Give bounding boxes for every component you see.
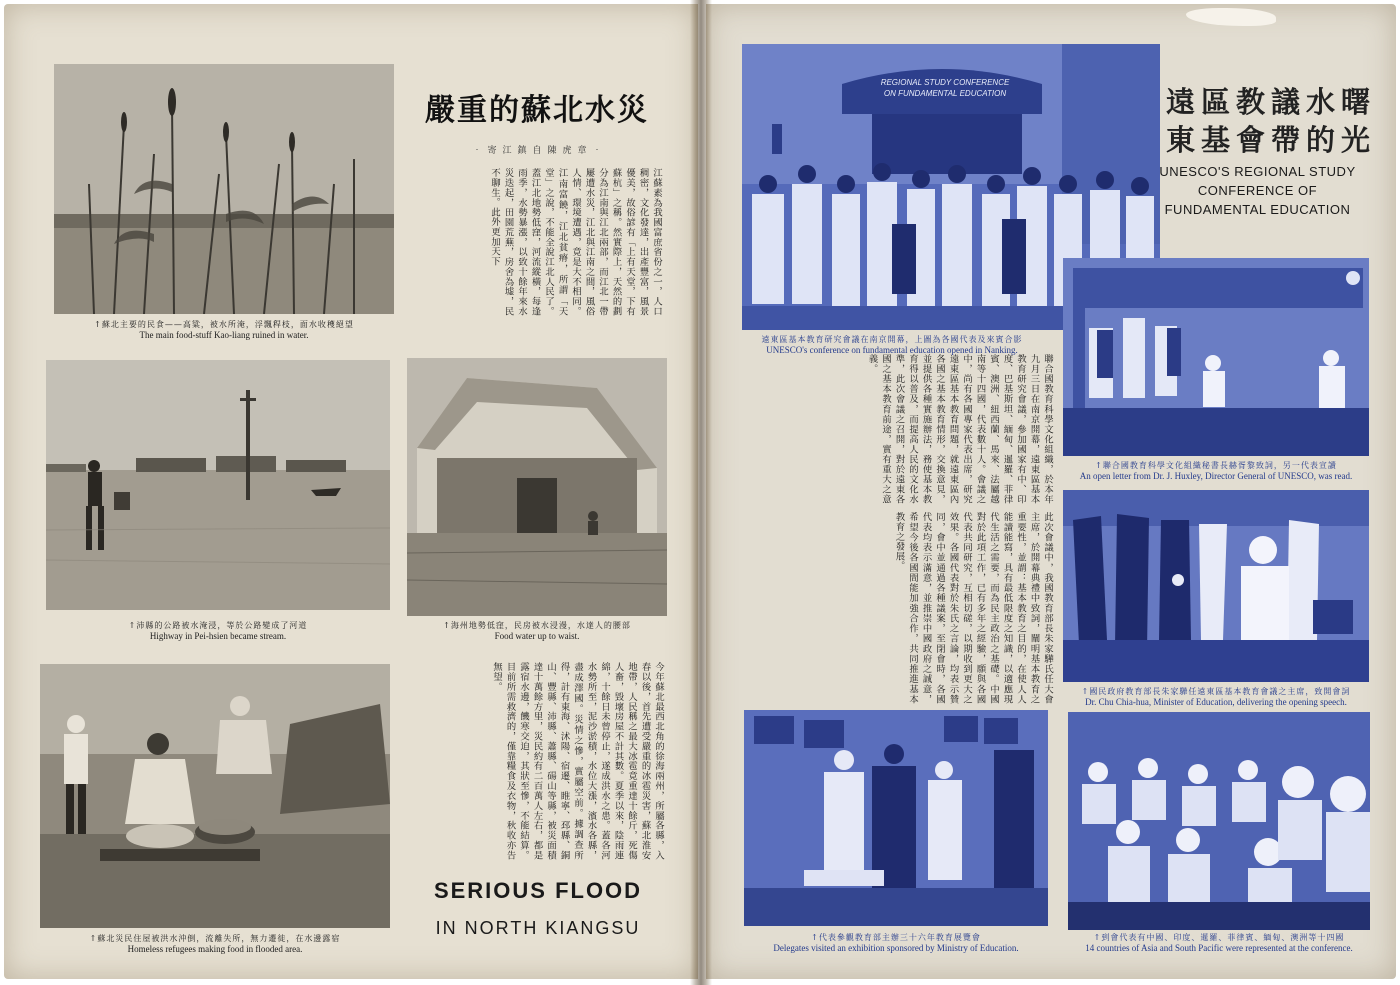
caption-cn: 遠東區基本教育研究會議在南京開幕，上圖為各國代表及來賓合影	[761, 335, 1023, 344]
conference-article-a: 聯合國教育科學文化組織，於本年九月三日在南京開幕，遠東區基本教育研究會議，參加國家有中、印度、巴基斯坦、緬甸、暹羅、菲律賓、澳洲、紐西蘭、馬來、法屬越南等十四國，代表數十人。會議之中，尚有各國專家代表出席，研究遠東區基本教育問題，就遠東區內各國之基本教育情形，交換意見，並提供各種實施辦法，務使基本教育得以普及，而提高人民的文化水準，此次會議之召開，對於遠東各國之基本教育前途，實有重大之意義。	[866, 354, 1053, 504]
photo-exhibition	[744, 710, 1048, 926]
caption-cn: ↑海州地勢低窪，民房被水浸漫，水達人的腰部	[443, 621, 631, 630]
caption-delegates	[742, 334, 1042, 356]
caption-cn: ↑沛縣的公路被水淹浸，等於公路變成了河道	[128, 621, 308, 630]
caption-en: 14 countries of Asia and South Pacific were represented at the conference.	[1085, 943, 1353, 953]
article-body-bottom: 今年蘇北最西北角的徐海兩州，所屬各縣，入春以後，首先遭受嚴重的冰雹災害，蘇北淮安地帶，人民稱之最大冰雹竟重達十餘斤，死傷人畜，毀壞房屋不計其數。夏季以來，陰雨連綿，十餘日未曾停止，遂成洪水之患。蓋各河水勢所至，泥沙淤積，水位大漲，濱水各縣，盡成澤國。災情之慘，實屬空前。據調查所得，計有東海、沭陽、宿遷、睢寧、邳縣、銅山、豐縣、沛縣、蕭縣、碭山等縣，被災面積達十萬餘方里，災民約有二百萬人左右，都是露宿水邊，饑寒交迫，其狀至慘，不能結算。目前所需救濟的，僅靠糧食及衣物，秋收亦告無望。	[491, 662, 664, 860]
caption-refugees	[40, 933, 390, 955]
photo-opening-speech	[1063, 490, 1369, 682]
photo-huxley-letter	[1063, 258, 1369, 456]
title-row-bottom: 東基會帶的光	[1165, 123, 1376, 157]
caption-exhibition	[744, 932, 1048, 954]
caption-cn: ↑蘇北主要的民食——高粱，被水所淹，浮飄稈枝，面水收穫絕望	[94, 320, 354, 329]
caption-kaoliang	[54, 319, 394, 341]
conference-banner	[850, 77, 1040, 99]
caption-cn: ↑到會代表有中國、印度、暹羅、菲律賓、緬甸、澳洲等十四國	[1093, 933, 1345, 942]
caption-audience	[1068, 932, 1370, 954]
title-row-top: 遠區教議水曙	[1165, 85, 1376, 119]
article-title: 嚴重的蘇北水災	[425, 93, 649, 128]
caption-en: Dr. Chu Chia-hua, Minister of Education, delivering the opening speech.	[1085, 697, 1347, 707]
photo-flooded-houses	[407, 358, 667, 616]
english-title-line2: IN NORTH KIANGSU	[435, 918, 641, 938]
caption-en: Highway in Pei-hsien became stream.	[149, 631, 287, 641]
conference-title-en: UNESCO'S REGIONAL STUDY CONFERENCE OF FUNDAMENTAL EDUCATION	[1159, 164, 1356, 217]
caption-houses	[407, 620, 667, 642]
caption-en: An open letter from Dr. J. Huxley, Director General of UNESCO, was read.	[1079, 471, 1353, 481]
conference-title	[1166, 80, 1376, 160]
article-byline: ‧寄江鎮自陳虎章‧	[472, 146, 608, 156]
photo-audience	[1068, 712, 1370, 930]
caption-en: Delegates visited an exhibition sponsored by Ministry of Education.	[773, 943, 1019, 953]
photo-kaoliang-field	[54, 64, 394, 314]
caption-en: Food water up to waist.	[494, 631, 580, 641]
page-gutter	[690, 0, 712, 985]
english-title-line1: SERIOUS FLOOD	[433, 878, 643, 903]
photo-refugees	[40, 664, 390, 928]
caption-en: The main food-stuff Kao-liang ruined in water.	[139, 330, 309, 340]
caption-en: Homeless refugees making food in flooded area.	[127, 944, 303, 954]
conference-article-b: 此次會議中，我國教育部長朱家驊氏任大會主席，於開幕典禮中致詞，闡明基本教育之重要性，並謂：基本教育之目的，在使人人能讀能寫，具有最低限度之知識，以適應現代生活之需要，而為民主政治之基礎。中國對於此項工作，已有多年之經驗，願與各國代表共同研究，互相切磋，以期收到更大之效果。各國代表對於朱氏之言論，均表示贊同，會中並通過各種議案，至閉會時，各國代表均表示滿意，並推崇中國政府之誠意，希望今後各國間能加強合作，共同推進基本教育之發展。	[893, 512, 1053, 704]
caption-cn: ↑蘇北災民住屋被洪水沖倒，流離失所，無力遷徙，在水邊露宿	[89, 934, 341, 943]
caption-en: UNESCO's conference on fundamental education opened in Nanking.	[766, 345, 1018, 355]
caption-cn: ↑國民政府教育部長朱家驊任遠東區基本教育會議之主席，致開會詞	[1081, 687, 1351, 696]
caption-speech	[1063, 686, 1369, 708]
caption-highway	[40, 620, 396, 642]
banner-line2: ON FUNDAMENTAL EDUCATION	[883, 89, 1007, 98]
banner-line1: REGIONAL STUDY CONFERENCE	[880, 78, 1010, 87]
caption-huxley	[1063, 460, 1369, 482]
article-body-top: 江蘇素為我國富庶省份之一，人口稠密，文化發達，出產豐富，風景優美，故俗諺有「上有天堂，下有蘇杭」之稱。然實際上，天然的劃分為江南與江北兩部，而江北一帶屢遭水災，江北與江南之間，風俗人情、環境遭遇，竟是大不相同。江南富饒，江北貧瘠，所謂「天堂」之說，不能全說江北人民了。蓋江北地勢低窪，河流縱橫，每逢雨季，水勢暴漲，以致十餘年來水災迭起，田園荒蕪，房舍為墟，民不聊生。此外更加天下	[489, 168, 662, 316]
caption-cn: ↑代表參觀教育部主辦三十六年教育展覽會	[811, 933, 981, 942]
caption-cn: ↑聯合國教育科學文化組織秘書長赫胥黎致詞，另一代表宣讀	[1095, 461, 1337, 470]
photo-flooded-highway	[46, 360, 390, 610]
